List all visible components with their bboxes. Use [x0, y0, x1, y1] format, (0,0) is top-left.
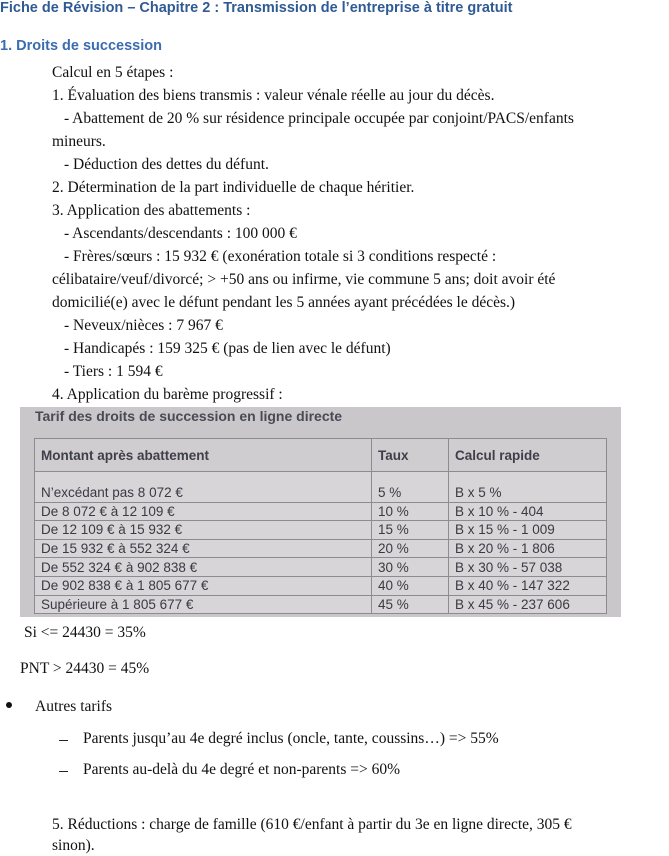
bullet-icon [6, 702, 12, 708]
cell-calcul: B x 40 % - 147 322 [449, 576, 607, 595]
cell-calcul: B x 45 % - 237 606 [449, 595, 607, 614]
header-montant: Montant après abattement [35, 439, 372, 472]
text-line: Calcul en 5 étapes : [52, 64, 174, 81]
table-row [35, 595, 607, 614]
cell-taux: 5 % [372, 472, 449, 503]
table-row [35, 539, 607, 558]
cell-taux: 45 % [372, 595, 449, 614]
cell-montant: De 12 109 € à 15 932 € [35, 521, 372, 540]
table-header-row [35, 439, 607, 472]
text-line: 1. Évaluation des biens transmis : valeur vénale réelle au jour du décès. [52, 87, 495, 104]
text-line: - Handicapés : 159 325 € (pas de lien avec le défunt) [64, 340, 391, 357]
table-row [35, 521, 607, 540]
tax-rate-table [34, 438, 607, 614]
dash-icon [59, 740, 68, 741]
text-line: - Neveux/nièces : 7 967 € [64, 317, 223, 334]
text-line: - Ascendants/descendants : 100 000 € [64, 225, 297, 242]
sub-item: Parents jusqu’au 4e degré inclus (oncle, tante, coussins…) => 55% [83, 730, 499, 747]
table-row [35, 558, 607, 577]
pnt-line: PNT > 24430 = 45% [20, 660, 150, 677]
cell-taux: 10 % [372, 502, 449, 521]
table-photo-title: Tarif des droits de succession en ligne directe [35, 408, 343, 424]
dash-icon [59, 771, 68, 772]
cell-calcul: B x 30 % - 57 038 [449, 558, 607, 577]
table-row [35, 472, 607, 503]
text-line: 2. Détermination de la part individuelle de chaque héritier. [52, 179, 415, 196]
sub-item: Parents au-delà du 4e degré et non-parents => 60% [83, 761, 401, 778]
section-heading: 1. Droits de succession [0, 38, 162, 54]
cell-montant: De 902 838 € à 1 805 677 € [35, 576, 372, 595]
cell-montant: De 15 932 € à 552 324 € [35, 539, 372, 558]
text-line: - Frères/sœurs : 15 932 € (exonération totale si 3 conditions respecté : [64, 248, 497, 265]
text-line: sinon). [52, 837, 95, 854]
cell-calcul: B x 15 % - 1 009 [449, 521, 607, 540]
text-line: célibataire/veuf/divorcé; > +50 ans ou infirme, vie commune 5 ans; doit avoir été [52, 271, 556, 288]
cell-taux: 30 % [372, 558, 449, 577]
text-line: mineurs. [52, 133, 106, 150]
table-row [35, 576, 607, 595]
cell-montant: Supérieure à 1 805 677 € [35, 595, 372, 614]
cell-calcul: B x 20 % - 1 806 [449, 539, 607, 558]
text-line: 5. Réductions : charge de famille (610 €/enfant à partir du 3e en ligne directe, 305 € [52, 816, 572, 833]
text-line: domicilié(e) avec le défunt pendant les 5 années ayant précédées le décès.) [52, 294, 516, 311]
tax-table-photo [20, 407, 621, 617]
header-taux: Taux [372, 439, 449, 472]
cell-calcul: B x 5 % [449, 472, 607, 503]
text-line: 3. Application des abattements : [52, 202, 251, 219]
text-line: - Abattement de 20 % sur résidence principale occupée par conjoint/PACS/enfants [64, 110, 574, 127]
text-line: - Déduction des dettes du défunt. [64, 156, 269, 173]
cell-montant: De 8 072 € à 12 109 € [35, 502, 372, 521]
text-line: 4. Application du barème progressif : [52, 386, 283, 403]
cell-montant: N’excédant pas 8 072 € [35, 472, 372, 503]
cell-calcul: B x 10 % - 404 [449, 502, 607, 521]
cell-taux: 20 % [372, 539, 449, 558]
si-line: Si <= 24430 = 35% [24, 624, 146, 641]
autres-tarifs-label: Autres tarifs [35, 698, 113, 715]
cell-taux: 40 % [372, 576, 449, 595]
document-title: Fiche de Révision – Chapitre 2 : Transmission de l’entreprise à titre gratuit [0, 0, 513, 16]
header-calcul: Calcul rapide [449, 439, 607, 472]
text-line: - Tiers : 1 594 € [64, 363, 163, 380]
table-row [35, 502, 607, 521]
cell-taux: 15 % [372, 521, 449, 540]
cell-montant: De 552 324 € à 902 838 € [35, 558, 372, 577]
